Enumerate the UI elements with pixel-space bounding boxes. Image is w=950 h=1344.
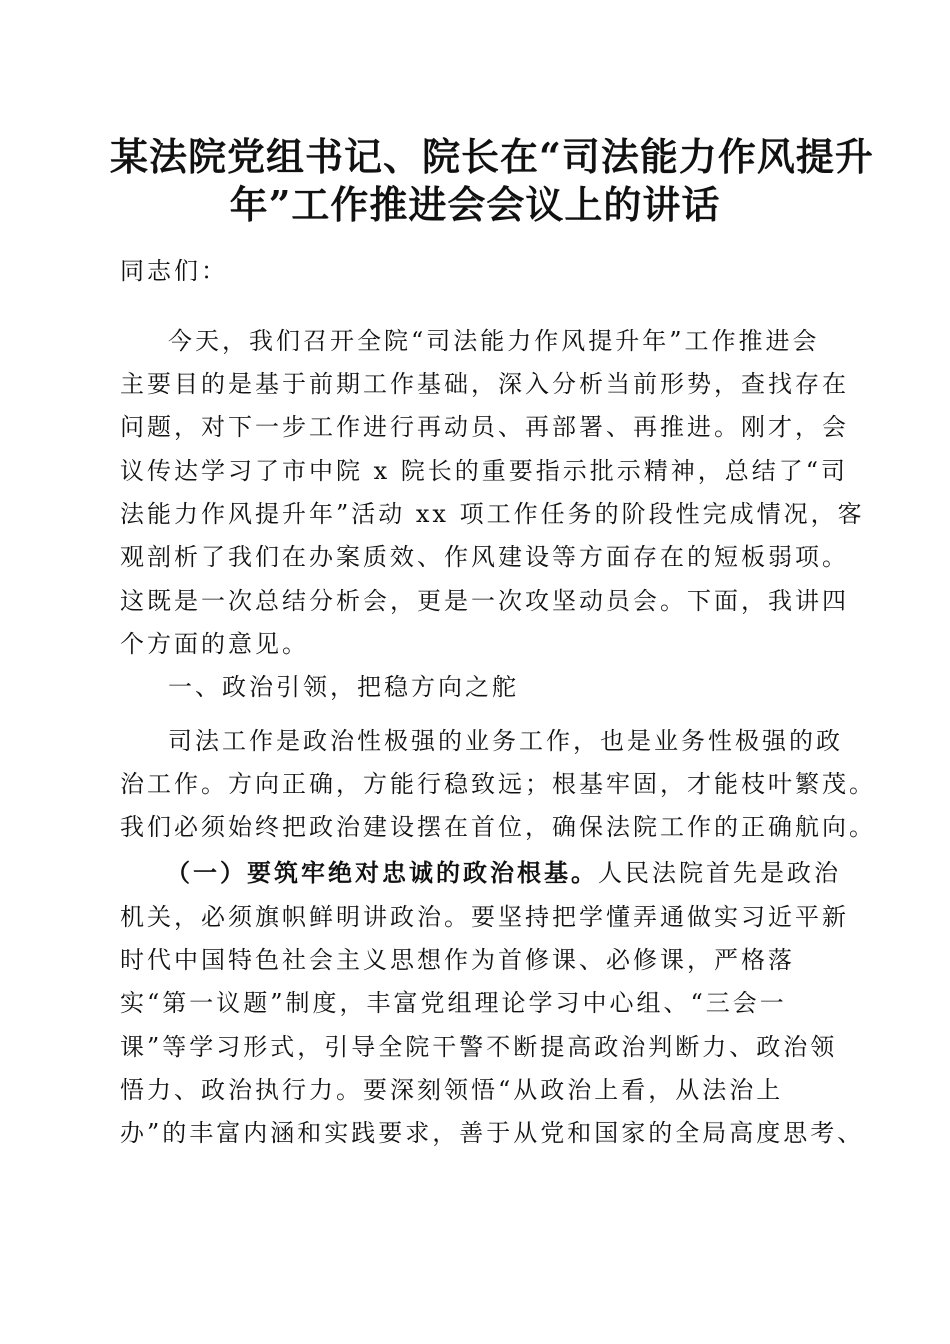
paragraph-line: 办”的丰富内涵和实践要求，善于从党和国家的全局高度思考、: [120, 1119, 865, 1147]
paragraph-line: 个方面的意见。: [120, 630, 309, 658]
paragraph-line: 时代中国特色社会主义思想作为首修课、必修课，严格落: [120, 946, 795, 974]
subsection-heading: （一）要筑牢绝对忠诚的政治根基。: [166, 858, 598, 887]
paragraph-line: 机关，必须旗帜鲜明讲政治。要坚持把学懂弄通做实习近平新: [120, 903, 849, 931]
paragraph-line: 治工作。方向正确，方能行稳致远；根基牢固，才能枝叶繁茂。: [120, 770, 876, 798]
title-line-1: 某法院党组书记、院长在“司法能力作风提升: [110, 134, 874, 179]
subsection-first-line: [166, 858, 841, 888]
paragraph-line: 课”等学习形式，引导全院干警不断提高政治判断力、政治领: [120, 1033, 838, 1061]
subsection-lead-text: 人民法院首先是政治: [598, 859, 841, 887]
paragraph-line: 悟力、政治执行力。要深刻领悟“从政治上看，从法治上: [120, 1076, 784, 1104]
paragraph-line: 司法工作是政治性极强的业务工作，也是业务性极强的政: [168, 727, 843, 755]
paragraph-line: 主要目的是基于前期工作基础，深入分析当前形势，查找存在: [120, 370, 849, 398]
paragraph-line: 今天，我们召开全院“司法能力作风提升年”工作推进会: [168, 327, 820, 355]
paragraph-line: 问题，对下一步工作进行再动员、再部署、再推进。刚才，会: [120, 413, 849, 441]
salutation: 同志们：: [120, 257, 228, 285]
paragraph-line: 实“第一议题”制度，丰富党组理论学习中心组、“三会一: [120, 989, 787, 1017]
paragraph-line: 这既是一次总结分析会，更是一次攻坚动员会。下面，我讲四: [120, 587, 849, 615]
document-title: [110, 133, 874, 229]
title-line-2: 年”工作推进会会议上的讲话: [229, 182, 721, 227]
paragraph-line: 议传达学习了市中院 x 院长的重要指示批示精神，总结了“司: [120, 457, 849, 485]
paragraph-line: 我们必须始终把政治建设摆在首位，确保法院工作的正确航向。: [120, 813, 876, 841]
paragraph-line: 法能力作风提升年”活动 xx 项工作任务的阶段性完成情况，客: [120, 500, 865, 528]
paragraph-line: 观剖析了我们在办案质效、作风建设等方面存在的短板弱项。: [120, 543, 849, 571]
section-heading: 一、政治引领，把稳方向之舵: [168, 673, 519, 701]
